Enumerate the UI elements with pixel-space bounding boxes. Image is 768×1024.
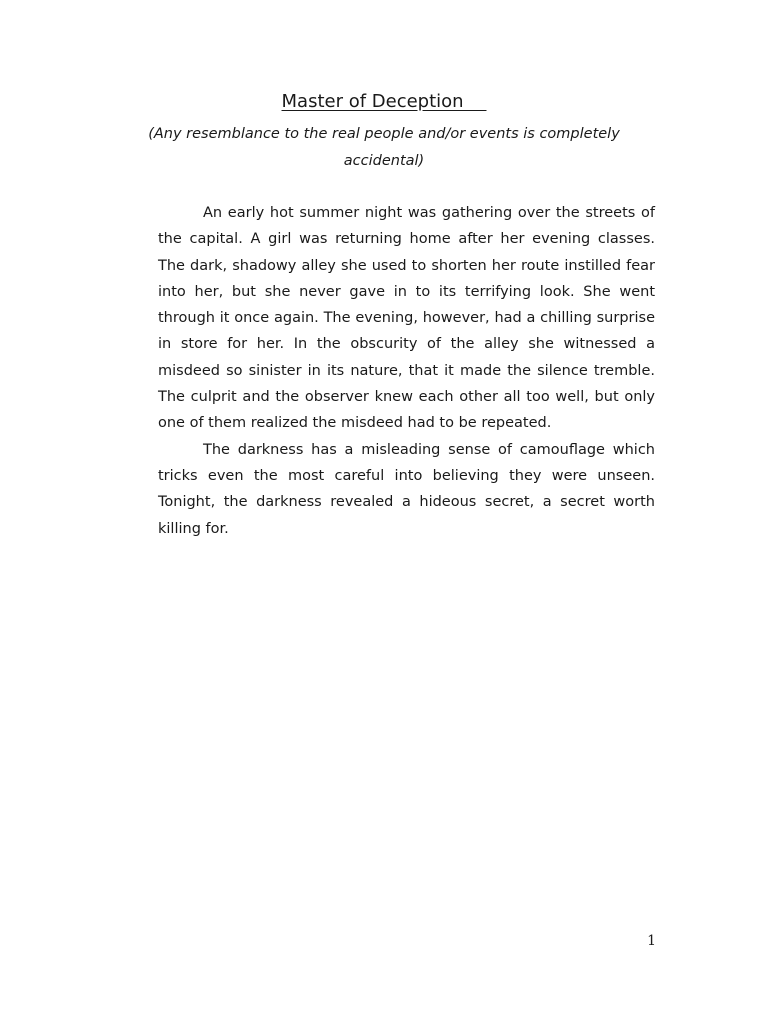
paragraph: The darkness has a misleading sense of camouflage which tricks even the most careful into believing they were unseen. Tonight, the darkness revealed a hideous secret, a secret worth killing for. (158, 441, 655, 537)
title-text: Master of Deception (281, 91, 487, 112)
paragraph: An early hot summer night was gathering over the streets of the capital. A girl was returning home after her evening classes. The dark, shadowy alley she used to shorten her route instilled fear into her, but she never gave in to its terrifying look. She went through it once again. The evening, however, had a chilling surprise in store for her. In the obscurity of the alley she witnessed a misdeed so sinister in its nature, that it made the silence tremble. The culprit and the observer knew each other all too well, but only one of them realized the misdeed had to be repeated. (158, 205, 655, 432)
page-number: 1 (647, 933, 656, 949)
document-title (0, 90, 768, 114)
document-body (158, 200, 655, 542)
document-subtitle: (Any resemblance to the real people and/or events is completely accidental) (148, 126, 620, 169)
